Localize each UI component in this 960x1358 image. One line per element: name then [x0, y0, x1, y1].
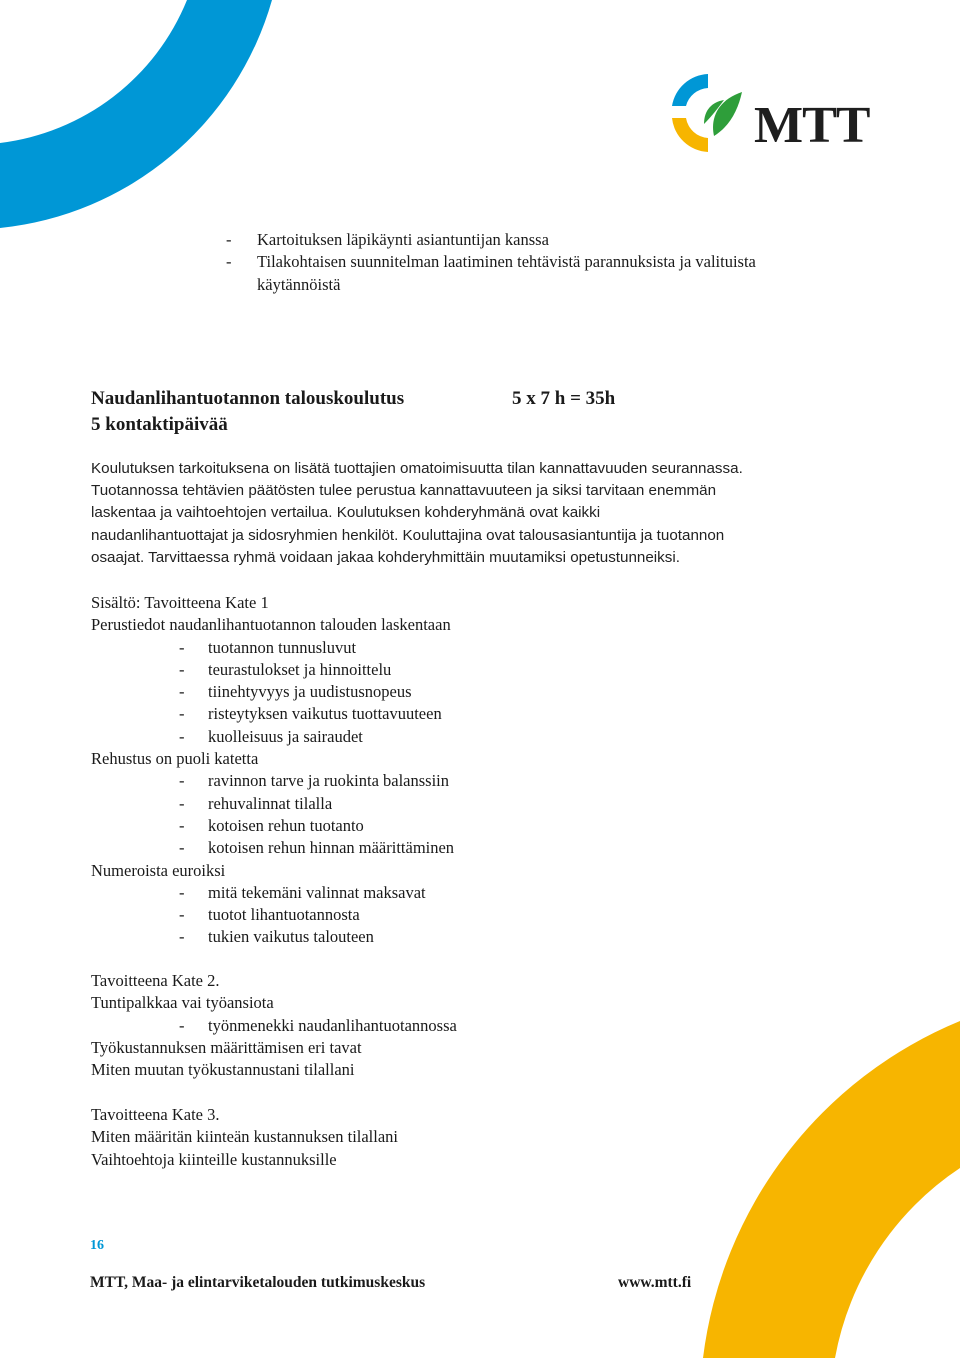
course-title: Naudanlihantuotannon talouskoulutus	[91, 388, 405, 409]
content-line: Tavoitteena Kate 3.	[91, 1105, 220, 1124]
yellow-arc-shape	[703, 1021, 960, 1358]
list-item: - tiinehtyvyys ja uudistusnopeus	[179, 682, 412, 702]
content-block-kate-3	[91, 1104, 398, 1171]
course-hours: 5 x 7 h = 35h	[512, 388, 616, 409]
list-item: - tuotannon tunnusluvut	[179, 637, 357, 657]
list-item: - risteytyksen vaikutus tuottavuuteen	[179, 704, 442, 724]
list-item: - Tilakohtaisen suunnitelman laatiminen tehtävistä parannuksista ja valituista	[226, 252, 756, 272]
paragraph-line: laskentaa ja vaihtoehtojen vertailua. Koulutuksen kohderyhmänä ovat kaikki	[91, 504, 601, 522]
list-item: - kotoisen rehun hinnan määrittäminen	[179, 838, 455, 858]
intro-paragraph	[91, 458, 743, 569]
course-days: 5 kontaktipäivää	[91, 414, 228, 435]
list-item: - ravinnon tarve ja ruokinta balanssiin	[179, 771, 450, 791]
list-item: - tukien vaikutus talouteen	[179, 927, 374, 947]
content-line: Miten muutan työkustannustani tilallani	[91, 1060, 355, 1080]
mtt-logo	[664, 66, 870, 158]
content-line: Rehustus on puoli katetta	[91, 749, 259, 769]
paragraph-line: Koulutuksen tarkoituksena on lisätä tuottajien omatoimisuutta tilan kannattavuuden seurannassa.	[91, 460, 743, 477]
content-line: Numeroista euroiksi	[91, 860, 226, 880]
mtt-leaf-ring-icon	[664, 66, 752, 158]
paragraph-line: osaajat. Tarvittaessa ryhmä voidaan jakaa kohderyhmittäin muutamiksi opetustunneiksi.	[91, 548, 680, 566]
content-block-kate-2	[91, 970, 457, 1081]
content-line: Tuntipalkkaa vai työansiota	[91, 993, 274, 1013]
list-item: - tuotot lihantuotannosta	[179, 905, 360, 925]
paragraph-line: Tuotannossa tehtävien päätösten tulee perustua kannattavuuteen ja siksi tarvitaan enemmän	[91, 482, 717, 500]
list-item: - työnmenekki naudanlihantuotannossa	[179, 1015, 457, 1035]
list-item: - rehuvalinnat tilalla	[179, 793, 333, 813]
content-line: Miten määritän kiinteän kustannuksen tilallani	[91, 1127, 399, 1147]
content-line: Vaihtoehtoja kiinteille kustannuksille	[91, 1149, 337, 1169]
content-line: Sisältö: Tavoitteena Kate 1	[91, 593, 269, 612]
content-line: Työkustannuksen määrittämisen eri tavat	[91, 1037, 362, 1057]
list-item: - mitä tekemäni valinnat maksavat	[179, 882, 426, 902]
content-block-kate-1	[91, 592, 454, 949]
list-item: - kuolleisuus ja sairaudet	[179, 726, 363, 746]
paragraph-line: naudanlihantuottajat ja sidosryhmien henkilöt. Kouluttajina ovat talousasiantuntija ja tuotannon	[91, 526, 725, 544]
top-list	[226, 229, 756, 296]
list-item: - Kartoituksen läpikäynti asiantuntijan kanssa	[226, 230, 549, 249]
list-item: - teurastulokset ja hinnoittelu	[179, 659, 392, 679]
list-item: käytännöistä	[257, 274, 341, 294]
footer-url-link[interactable]: www.mtt.fi	[618, 1274, 692, 1291]
content-line: Tavoitteena Kate 2.	[91, 971, 220, 990]
content-line: Perustiedot naudanlihantuotannon talouden laskentaan	[91, 615, 451, 635]
logo-wordmark: MTT	[754, 97, 870, 154]
page-number: 16	[90, 1238, 104, 1253]
list-item: - kotoisen rehun tuotanto	[179, 815, 364, 835]
footer-organization: MTT, Maa- ja elintarviketalouden tutkimuskeskus	[90, 1274, 426, 1291]
